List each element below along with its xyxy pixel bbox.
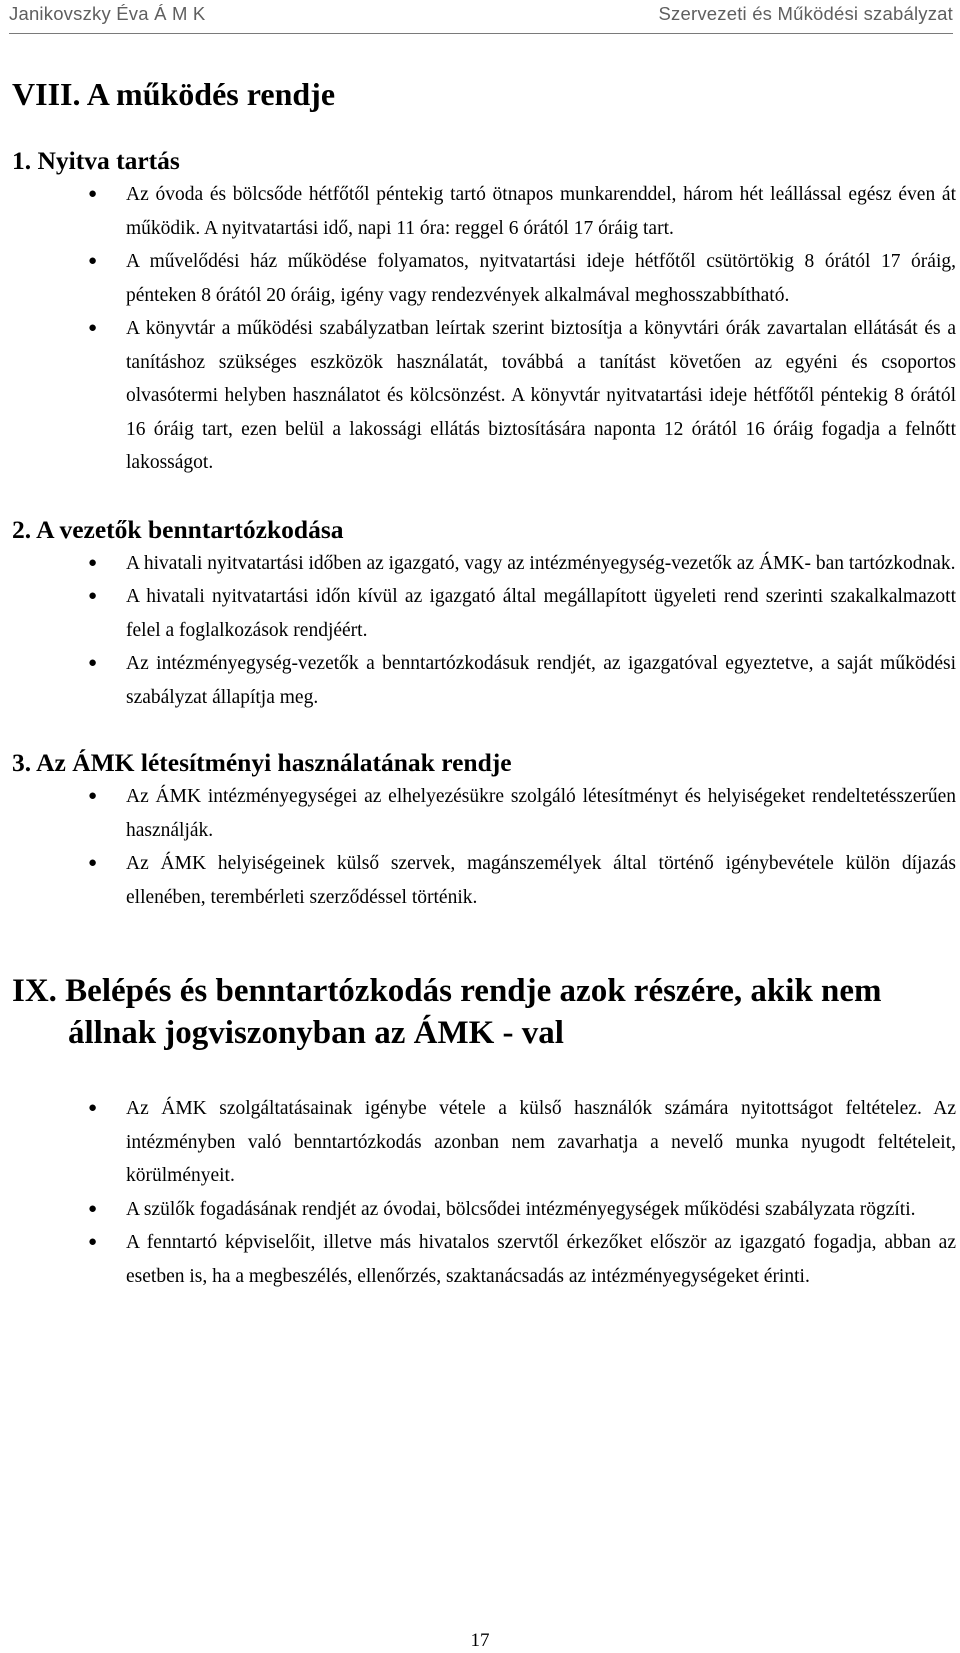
list-item bbox=[12, 580, 956, 647]
page-number: 17 bbox=[470, 1630, 490, 1651]
list-item-text: A könyvtár a működési szabályzatban leírtak szerint biztosítja a könyvtári órák zavartalan ellátását és a tanításhoz szükséges eszközök használatát, továbbá a tanítást követően az egyéni és csoportos olvasótermi helyben használatot és kölcsönzést. A könyvtár nyitvatartási ideje hétfőtől péntekig 8 órától 16 óráig tart, ezen belül a lakossági ellátás biztosítására naponta 12 órától 16 óráig fogadja a felnőtt lakosságot. bbox=[126, 318, 956, 473]
document-body bbox=[12, 74, 956, 1293]
section-3-title: 3. Az ÁMK létesítményi használatának rendje bbox=[12, 748, 512, 777]
section-3-list bbox=[12, 780, 956, 914]
list-item bbox=[12, 312, 956, 480]
list-item-text: A szülők fogadásának rendjét az óvodai, bölcsődei intézményegységek működési szabályzata rögzíti. bbox=[126, 1198, 916, 1220]
header-document-title: Szervezeti és Működési szabályzat bbox=[658, 3, 953, 24]
bullet-icon: ● bbox=[88, 186, 98, 202]
header-author: Janikovszky Éva Á M K bbox=[9, 3, 206, 24]
list-item bbox=[12, 647, 956, 714]
list-item bbox=[12, 245, 956, 312]
list-item-text: Az intézményegység-vezetők a benntartózkodásuk rendjét, az igazgatóval egyeztetve, a saját működési szabályzat állapítja meg. bbox=[126, 653, 956, 708]
list-item bbox=[12, 780, 956, 847]
bullet-icon: ● bbox=[88, 588, 98, 604]
list-item-text: A hivatali nyitvatartási időn kívül az igazgató által megállapított ügyeleti rend szerinti szakalkalmazott felel a foglalkozások rendjéért. bbox=[126, 586, 956, 641]
section-2-list bbox=[12, 547, 956, 715]
list-item bbox=[12, 547, 956, 581]
bullet-icon: ● bbox=[88, 1234, 98, 1250]
list-item-text: Az ÁMK szolgáltatásainak igénybe vétele a külső használók számára nyitottságot feltételez. Az intézményben való benntartózkodás azonban nem zavarhatja a nevelő munka nyugodt feltételeit, körülményeit. bbox=[126, 1098, 956, 1186]
bullet-icon: ● bbox=[88, 1200, 98, 1217]
list-item bbox=[12, 847, 956, 914]
bullet-icon: ● bbox=[88, 554, 98, 571]
section-2-title: 2. A vezetők benntartózkodása bbox=[12, 514, 344, 544]
chapter-9-title: IX. Belépés és benntartózkodás rendje azok részére, akik nem állnak jogviszonyban az ÁMK - val bbox=[12, 973, 882, 1051]
list-item bbox=[12, 1193, 956, 1227]
header-divider bbox=[9, 33, 953, 34]
list-item-text: A fenntartó képviselőit, illetve más hivatalos szervtől érkezőket először az igazgató fogadja, abban az esetben is, ha a megbeszélés, ellenőrzés, szaktanácsadás az intézményegységeket érinti. bbox=[126, 1232, 956, 1287]
bullet-icon: ● bbox=[88, 1100, 98, 1116]
section-1-list bbox=[12, 178, 956, 480]
list-item-text: Az óvoda és bölcsőde hétfőtől péntekig tartó ötnapos munkarenddel, három hét leállással egész éven át működik. A nyitvatartási idő, napi 11 óra: reggel 6 órától 17 óráig tart. bbox=[126, 184, 956, 239]
list-item bbox=[12, 178, 956, 245]
bullet-icon: ● bbox=[88, 253, 98, 269]
list-item-text: A művelődési ház működése folyamatos, nyitvatartási ideje hétfőtől csütörtökig 8 órától 17 óráig, pénteken 8 órától 20 óráig, igény vagy rendezvények alkalmával meghosszabbítható. bbox=[126, 251, 956, 306]
bullet-icon: ● bbox=[88, 320, 98, 336]
list-item-text: A hivatali nyitvatartási időben az igazgató, vagy az intézményegység-vezetők az ÁMK- ban tartózkodnak. bbox=[126, 552, 956, 574]
list-item bbox=[12, 1226, 956, 1293]
chapter-8-title: VIII. A működés rendje bbox=[12, 76, 336, 112]
bullet-icon: ● bbox=[88, 788, 98, 804]
list-item bbox=[12, 1092, 956, 1193]
chapter-9-list bbox=[12, 1092, 956, 1293]
bullet-icon: ● bbox=[88, 855, 98, 871]
list-item-text: Az ÁMK intézményegységei az elhelyezésükre szolgáló létesítményt és helyiségeket rendeltetésszerűen használják. bbox=[126, 786, 956, 841]
page-header bbox=[0, 0, 960, 36]
section-1-title: 1. Nyitva tartás bbox=[12, 146, 180, 175]
bullet-icon: ● bbox=[88, 655, 98, 671]
list-item-text: Az ÁMK helyiségeinek külső szervek, magánszemélyek által történő igénybevétele külön díjazás ellenében, terembérleti szerződéssel történik. bbox=[126, 853, 956, 908]
